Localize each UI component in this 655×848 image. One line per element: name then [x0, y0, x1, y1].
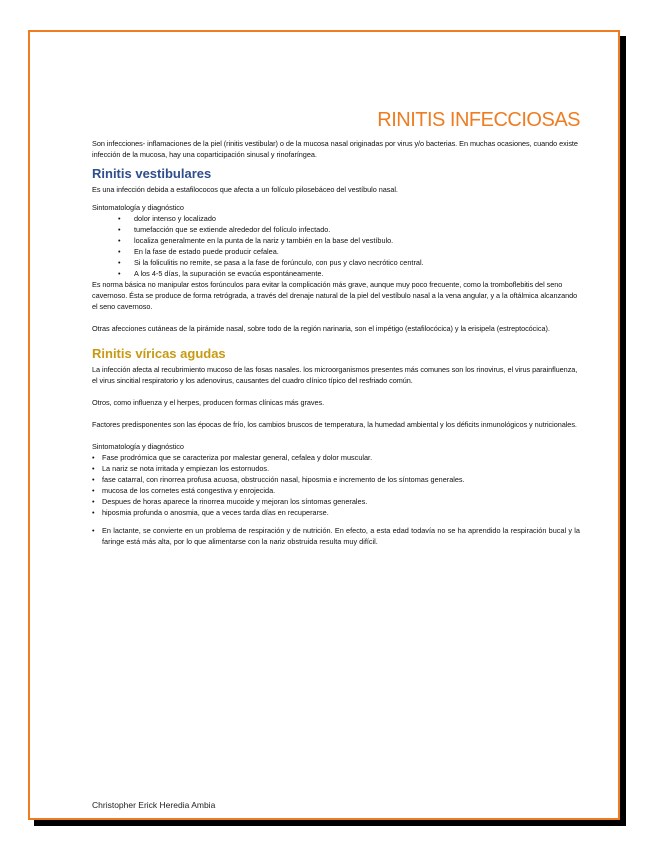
list-item: • hiposmia profunda o anosmia, que a veces tarda días en recuperarse.: [92, 508, 329, 517]
bullet-icon: •: [92, 475, 95, 484]
vestibulares-definition: Es una infección debida a estafilococos que afecta a un folículo pilosebáceo del vestíbulo nasal.: [92, 185, 398, 194]
viricas-definition: La infección afecta al recubrimiento mucoso de las fosas nasales. los microorganismos presentes más comunes son los rinovirus, el virus parainfluenza, el virus sincitial respiratorio y los adenovirus, causantes del cuadro clínico típico del resfriado común.: [92, 365, 578, 385]
bullet-icon: •: [118, 236, 121, 245]
bullet-icon: •: [92, 486, 95, 495]
list-item: • fase catarral, con rinorrea profusa acuosa, obstrucción nasal, hiposmia e incremento de los síntomas generales.: [92, 475, 465, 484]
list-item: • tumefacción que se extiende alrededor del folículo infectado.: [118, 225, 331, 234]
list-item: • dolor intenso y localizado: [118, 214, 216, 223]
vestibulares-norm-paragraph: Es norma básica no manipular estos forúnculos para evitar la complicación más grave, aunque muy poco frecuente, como la tromboflebitis del seno cavernoso. Ésta se produce de forma retrógrada, a través del drenaje natural de la piel del vestíbulo nasal a la vena angular, y a la oftálmica alcanzando el seno cavernoso.: [92, 280, 578, 311]
list-item: • Despues de horas aparece la rinorrea mucoide y mejoran los síntomas generales.: [92, 497, 368, 506]
viricas-symptom-list: [92, 452, 580, 518]
bullet-icon: •: [92, 497, 95, 506]
viricas-infant-list: [92, 525, 580, 547]
intro-paragraph: Son infecciones- inflamaciones de la piel (rinitis vestibular) o de la mucosa nasal originadas por virus y/o bacterias. En muchas ocasiones, cuando existe infección de la mucosa, hay una coparticipación sinusal y rinofaríngea.: [92, 139, 578, 159]
document-content: [92, 108, 580, 547]
viricas-others-paragraph: Otros, como influenza y el herpes, producen formas clínicas más graves.: [92, 398, 325, 407]
section-heading-viricas: Rinitis víricas agudas: [92, 346, 226, 361]
list-item: • En lactante, se convierte en un problema de respiración y de nutrición. En efecto, a esta edad todavía no se ha aprendido la respiración bucal y la faringe está más alta, por lo que alimentarse con la nariz obstruida resulta muy difícil.: [92, 526, 580, 546]
list-item: • localiza generalmente en la punta de la nariz y también en la base del vestíbulo.: [118, 236, 394, 245]
bullet-icon: •: [118, 225, 121, 234]
bullet-icon: •: [118, 247, 121, 256]
document-title: RINITIS INFECCIOSAS: [377, 109, 580, 131]
bullet-icon: •: [118, 269, 121, 278]
vestibulares-other-paragraph: Otras afecciones cutáneas de la pirámide nasal, sobre todo de la región narinaria, son el impétigo (estafilocócica) y la erisipela (estreptocócica).: [92, 324, 550, 333]
document-page: [28, 30, 620, 820]
viricas-factors-paragraph: Factores predisponentes son las épocas de frío, los cambios bruscos de temperatura, la humedad ambiental y los déficits inmunológicos y nutricionales.: [92, 420, 577, 429]
list-item: • En la fase de estado puede producir cefalea.: [118, 247, 279, 256]
list-item: • A los 4-5 días, la supuración se evacúa espontáneamente.: [118, 269, 324, 278]
bullet-icon: •: [118, 258, 121, 267]
viricas-symptoms-label: Sintomatología y diagnóstico: [92, 442, 184, 451]
list-item: • Si la foliculitis no remite, se pasa a la fase de forúnculo, con pus y clavo necrótico central.: [118, 258, 424, 267]
author-footer: Christopher Erick Heredia Ambia: [92, 800, 216, 810]
vestibulares-symptoms-label: Sintomatología y diagnóstico: [92, 203, 184, 212]
bullet-icon: •: [92, 464, 95, 473]
list-item: • La nariz se nota irritada y empiezan los estornudos.: [92, 464, 270, 473]
section-heading-vestibulares: Rinitis vestibulares: [92, 166, 212, 181]
bullet-icon: •: [118, 214, 121, 223]
bullet-icon: •: [92, 526, 95, 535]
list-item: • mucosa de los cornetes está congestiva y enrojecida.: [92, 486, 276, 495]
bullet-icon: •: [92, 508, 95, 517]
vestibulares-symptom-list: [92, 213, 580, 279]
list-item: • Fase prodrómica que se caracteriza por malestar general, cefalea y dolor muscular.: [92, 453, 373, 462]
bullet-icon: •: [92, 453, 95, 462]
